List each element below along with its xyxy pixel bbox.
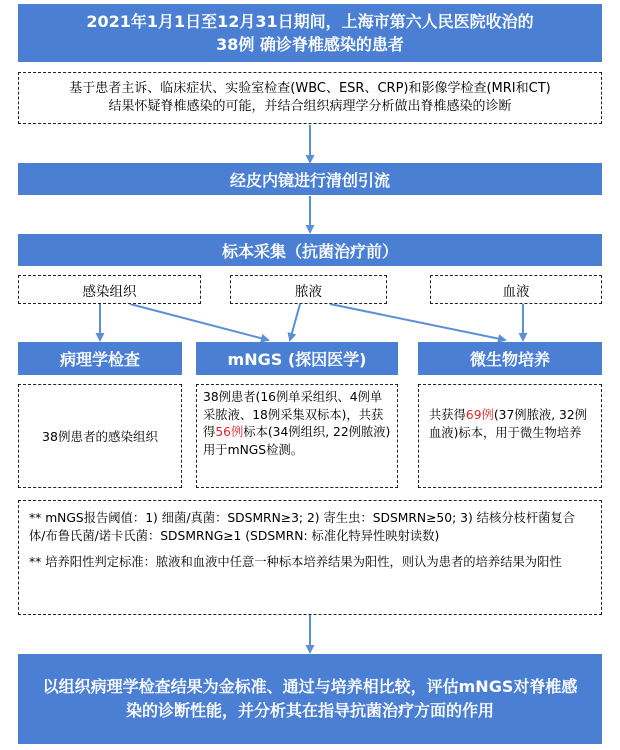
mngs-sample-count: 56例 [215,425,244,439]
arrow-pus-to-mngs [290,304,300,340]
culture-sample-count: 69例 [465,408,494,422]
mngs-detail-before: 38例患者(16例单采组织、4例单采脓液、18例采集双标本)，共获得 [203,390,384,439]
study-aim-text: 以组织病理学检查结果为金标准、通过与培养相比较，评估mNGS对脊椎感染的诊断性能，并分析其在指导抗菌治疗方面的作用 [42,677,578,720]
criteria-line1: 基于患者主诉、临床症状、实验室检查(WBC、ESR、CRP)和影像学检查(MRI和CT) [69,81,551,96]
pathology-detail-text: 38例患者的感染组织 [42,429,158,444]
pathology-detail-box [18,384,182,488]
mngs-detail-box [196,384,398,488]
sampling-step-box: 标本采集（抗菌治疗前） [18,234,602,266]
culture-positive-note: ** 培养阳性判定标准：脓液和血液中任意一种标本培养结果为阳性，则认为患者的培养结果为阳性 [29,555,562,569]
debridement-step-box: 经皮内镜进行清创引流 [18,163,602,195]
arrow-pus-to-culture [330,304,505,340]
method-mngs-box: mNGS (探因医学) [196,342,398,375]
cohort-title-line2: 38例 确诊脊椎感染的患者 [216,35,404,54]
method-pathology-box: 病理学检查 [18,342,182,375]
mngs-detail-after: 标本(34例组织, 22例脓液) 用于mNGS检测。 [203,425,391,457]
cohort-title-line1: 2021年1月1日至12月31日期间，上海市第六人民医院收治的 [86,12,534,31]
sample-tissue-box: 感染组织 [18,275,201,304]
notes-box [18,500,602,615]
diagnosis-criteria-box [18,72,602,124]
sample-blood-box: 血液 [430,275,602,304]
mngs-threshold-note: ** mNGS报告阈值：1) 细菌/真菌：SDSMRN≥3; 2) 寄生虫：SDSMRN≥50; 3) 结核分枝杆菌复合体/布鲁氏菌/诺卡氏菌：SDSMRNG≥1 (SDSMRN: 标准化特异性映射读数) [29,511,576,543]
cohort-title-box [18,4,602,62]
method-culture-box: 微生物培养 [418,342,602,375]
culture-detail-box [418,384,602,488]
culture-detail-before: 共获得 [429,408,466,422]
sample-pus-box: 脓液 [230,275,387,304]
arrow-tissue-to-mngs [130,304,268,340]
culture-detail-after: (37例脓液, 32例血液)标本，用于微生物培养 [429,408,587,440]
study-aim-box [18,654,602,744]
criteria-line2: 结果怀疑脊椎感染的可能，并结合组织病理学分析做出脊椎感染的诊断 [108,99,512,114]
